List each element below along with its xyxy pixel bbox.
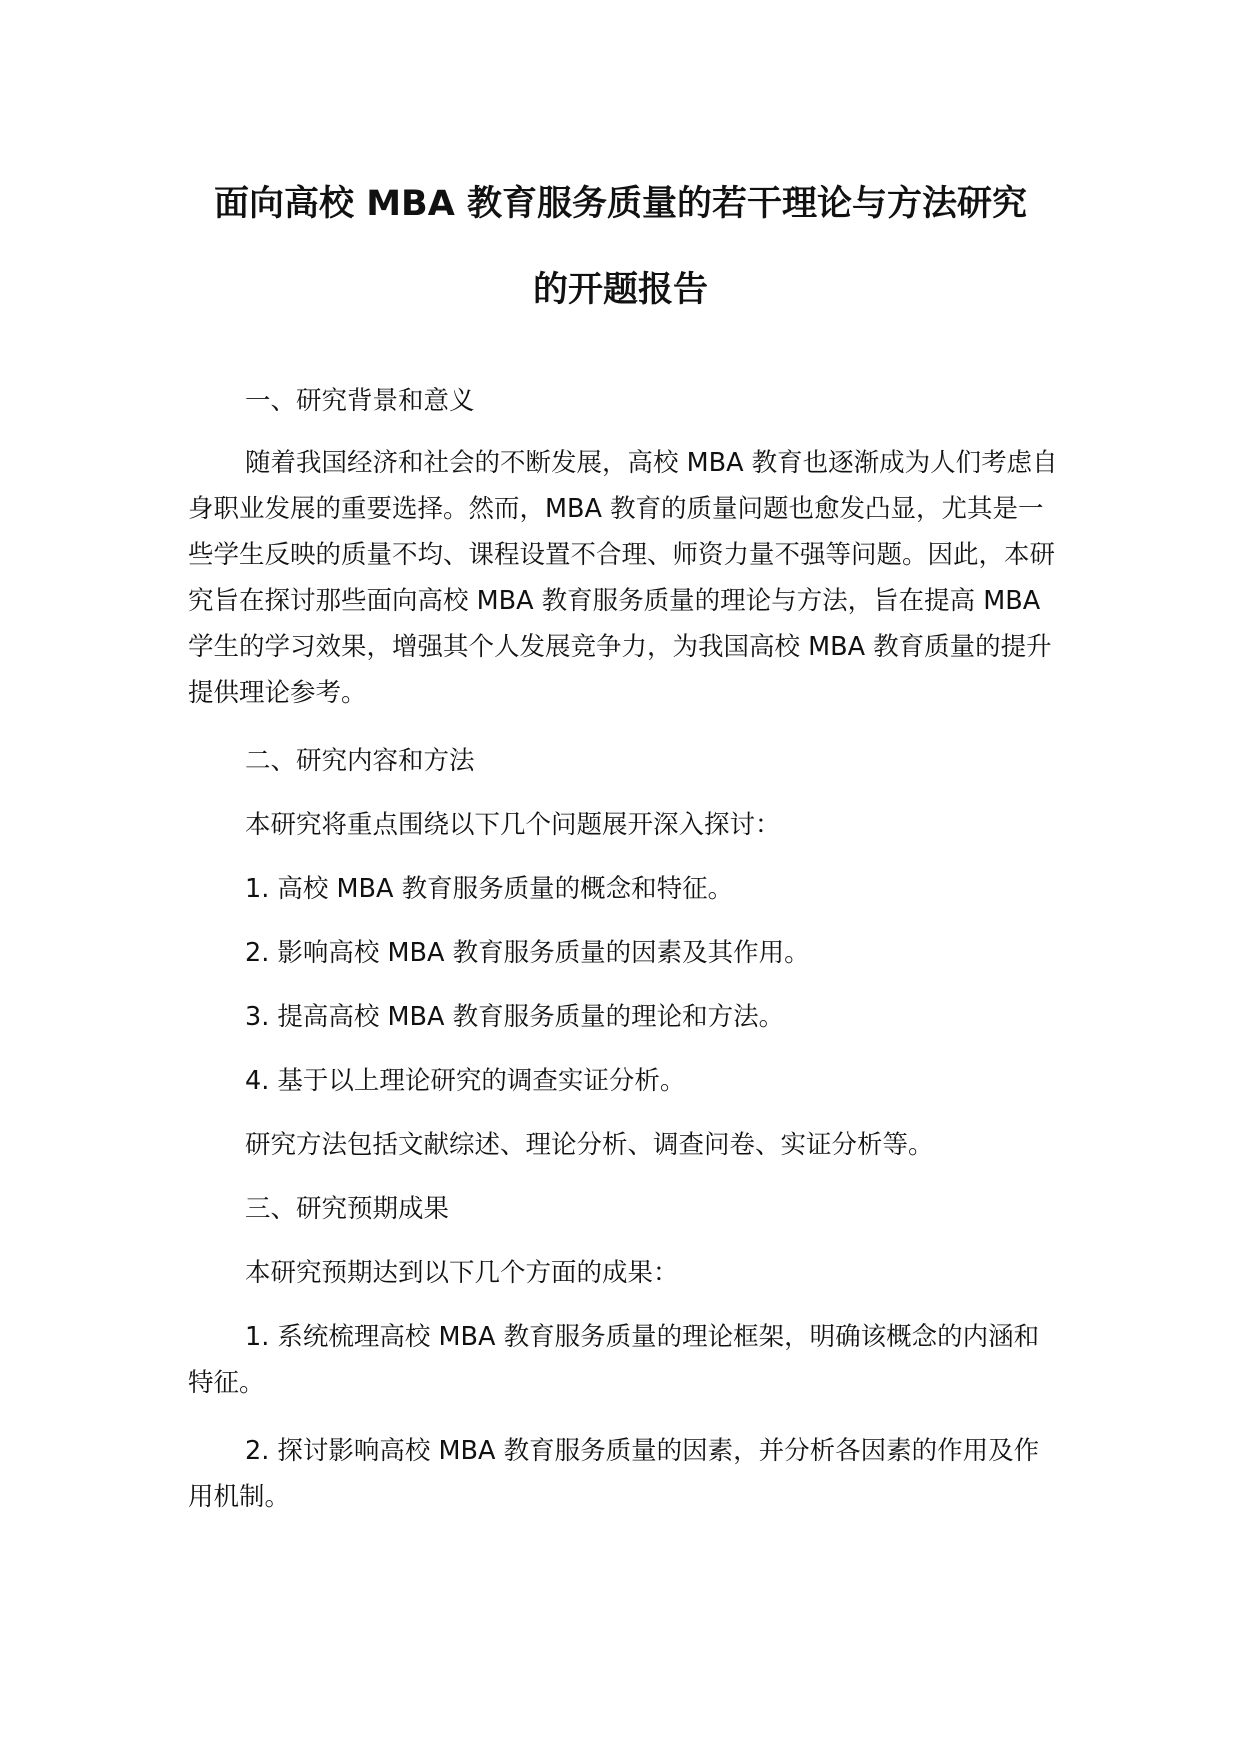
section-2-intro: 本研究将重点围绕以下几个问题展开深入探讨： <box>245 810 781 840</box>
section-2-heading: 二、研究内容和方法 <box>245 746 475 776</box>
section-1-paragraph: 随着我国经济和社会的不断发展，高校 MBA 教育也逐渐成为人们考虑自身职业发展的重要选择。然而，MBA 教育的质量问题也愈发凸显，尤其是一些学生反映的质量不均、课程设置不合理、师资力量不强等问题。因此，本研究旨在探讨那些面向高校 MBA 教育服务质量的理论与方法，旨在提高 MBA 学生的学习效果，增强其个人发展竞争力，为我国高校 MBA 教育质量的提升提供理论参考。 <box>188 448 1058 708</box>
section-3-item-1: 1. 系统梳理高校 MBA 教育服务质量的理论框架，明确该概念的内涵和特征。 <box>188 1322 1040 1398</box>
section-2-item-3: 3. 提高高校 MBA 教育服务质量的理论和方法。 <box>245 1002 785 1032</box>
section-2-methods: 研究方法包括文献综述、理论分析、调查问卷、实证分析等。 <box>245 1130 934 1160</box>
section-3-heading: 三、研究预期成果 <box>245 1194 450 1224</box>
section-3-item-2: 2. 探讨影响高校 MBA 教育服务质量的因素，并分析各因素的作用及作用机制。 <box>188 1436 1040 1512</box>
document-title-line-2: 的开题报告 <box>532 270 708 310</box>
section-3-intro: 本研究预期达到以下几个方面的成果： <box>245 1258 679 1288</box>
document-title-line-1: 面向高校 MBA 教育服务质量的若干理论与方法研究 <box>214 184 1027 224</box>
section-2-item-1: 1. 高校 MBA 教育服务质量的概念和特征。 <box>245 874 734 904</box>
section-2-item-2: 2. 影响高校 MBA 教育服务质量的因素及其作用。 <box>245 938 810 968</box>
section-1-heading: 一、研究背景和意义 <box>245 386 475 416</box>
section-2-item-4: 4. 基于以上理论研究的调查实证分析。 <box>245 1066 686 1096</box>
